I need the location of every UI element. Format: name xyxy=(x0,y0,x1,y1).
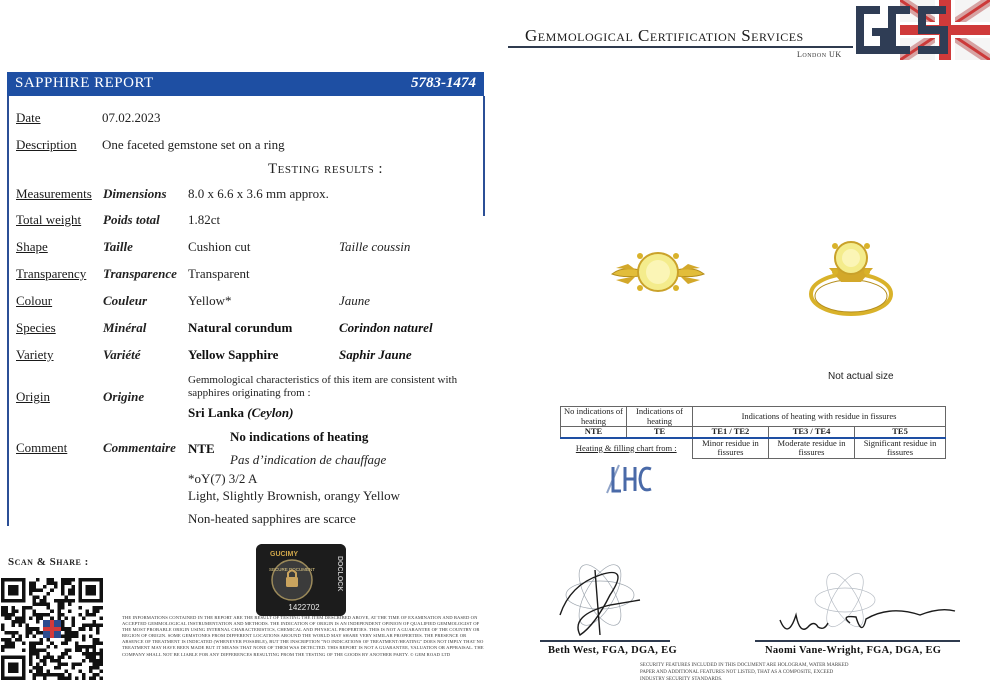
transparency-fr-label: Transparence xyxy=(103,266,177,281)
measurements-label: Measurements xyxy=(16,186,92,201)
species-fr-label: Minéral xyxy=(103,320,147,335)
comment-code: NTE xyxy=(188,441,215,456)
variety-label: Variety xyxy=(16,347,54,362)
species-value-fr: Corindon naturel xyxy=(339,320,433,335)
description-value: One faceted gemstone set on a ring xyxy=(102,137,285,152)
shape-value: Cushion cut xyxy=(188,239,251,254)
signature-1-rule xyxy=(540,640,670,642)
chart-source-label: Heating & filling chart from : xyxy=(575,442,677,453)
header-rule xyxy=(508,46,853,48)
transparency-value: Transparent xyxy=(188,266,250,281)
seal-caption: SECURE DOCUMENT xyxy=(268,567,316,572)
scarcity-note: Non-heated sapphires are scarce xyxy=(188,511,356,526)
seal-side-text: DOCLOCK xyxy=(336,556,343,592)
description-label: Description xyxy=(16,137,77,152)
colour-label: Colour xyxy=(16,293,53,308)
measurements-fr-label: Dimensions xyxy=(103,186,167,201)
signer-1-name: Beth West, FGA, DGA, EG xyxy=(548,645,677,656)
security-hologram-seal xyxy=(256,544,346,616)
shape-label: Shape xyxy=(16,239,48,254)
transparency-label: Transparency xyxy=(16,266,87,281)
col-indications-header: Indications of heating xyxy=(627,407,693,427)
species-label: Species xyxy=(16,320,56,335)
disclaimer-text: THE INFORMATIONS CONTAINED IN THE REPORT ARE THE RESULT OF TESTING THE ITEM DESCRIBED ABOVE, AT THE TIME OF EXAMINATION AND BASED ON ACCEPTED GEMMOLOGICAL INSTRUMENTATION AND METHODS. THE INDICATION OF ORIGIN IS AN INDEPENDENT OPINION OF QUALIFIED GEMMOLOGIST OF THE MOST PROBABLE ORIGIN USING INTERNAL CHARACTERISTICS, CHEMICAL AND PHYSICAL PROPERTIES. THIS IS NOT A GUARANTEE OF THE COUNTRY OR REGION OF ORIGIN. SOME GEMSTONES FROM DIFFERENT LOCATIONS AROUND THE WORLD MAY SHARE VERY SIMILAR PROPERTIES. THE PRESENCE OR ABSENCE OF TREATMENT IS INDICATED (WHENEVER POSSIBLE), BUT THE INSCRIPTION "NO INDICATIONS OF TREATMENT/HEATING" DOES NOT IMPLY THAT NO TREATMENT MAY HAVE BEEN MADE BUT IT MEANS THAT NONE OF THEM WAS DETECTED. THIS REPORT IS NOT A GUARANTEE, VALUATION OR APPRAISAL. THE COMPANY SHALL NOT BE LIABLE FOR ANY DIFFERENCES RESULTING FROM THE TESTING OF THE GOODS BY ANOTHER PARTY. © GEM ROAD LTD xyxy=(122,615,484,657)
variety-value: Yellow Sapphire xyxy=(188,347,279,362)
right-border xyxy=(483,96,485,216)
left-border xyxy=(7,96,9,526)
code-te: TE xyxy=(627,427,693,438)
weight-label: Total weight xyxy=(16,212,82,227)
seal-number: 1422702 xyxy=(288,603,320,612)
code-te3-te4: TE3 / TE4 xyxy=(768,427,854,438)
signature-1-icon xyxy=(540,555,650,645)
group-residue-header: Indications of heating with residue in fissures xyxy=(693,407,946,427)
scan-share-label: Scan & Share : xyxy=(8,556,89,568)
variety-value-fr: Saphir Jaune xyxy=(339,347,412,362)
colour-code: *oY(7) 3/2 A xyxy=(188,471,258,486)
shape-fr-label: Taille xyxy=(103,239,133,254)
ring-angle-image xyxy=(805,238,895,318)
colour-value: Yellow* xyxy=(188,293,232,308)
origin-label: Origin xyxy=(16,389,50,404)
origin-note-line2: sapphires originating from : xyxy=(188,387,311,399)
origin-fr-label: Origine xyxy=(103,389,145,404)
origin-country: Sri Lanka xyxy=(188,405,244,420)
heating-indication-table xyxy=(560,406,946,459)
comment-fr-label: Commentaire xyxy=(103,440,176,455)
colour-value-fr: Jaune xyxy=(339,293,371,308)
gcs-logo-icon xyxy=(850,0,990,60)
residue-significant: Significant residue in fissures xyxy=(855,438,946,459)
date-label: Date xyxy=(16,110,41,125)
code-nte: NTE xyxy=(561,427,627,438)
comment-text: No indications of heating xyxy=(230,429,369,444)
code-te1-te2: TE1 / TE2 xyxy=(693,427,769,438)
comment-text-fr: Pas d’indication de chauffage xyxy=(230,452,387,467)
ring-front-image xyxy=(610,248,706,294)
date-value: 07.02.2023 xyxy=(102,110,161,125)
weight-value: 1.82ct xyxy=(188,212,221,227)
weight-fr-label: Poids total xyxy=(103,212,160,227)
testing-results-heading: Testing results : xyxy=(268,161,384,177)
species-value: Natural corundum xyxy=(188,320,293,335)
residue-moderate: Moderate residue in fissures xyxy=(768,438,854,459)
residue-minor: Minor residue in fissures xyxy=(693,438,769,459)
company-location: London UK xyxy=(797,50,842,59)
company-name: Gemmological Certification Services xyxy=(525,26,804,45)
code-te5: TE5 xyxy=(855,427,946,438)
col-no-indications-header: No indications of heating xyxy=(561,407,627,427)
qr-code-icon[interactable] xyxy=(1,577,103,681)
signature-2-icon xyxy=(770,565,960,645)
report-title: SAPPHIRE REPORT xyxy=(15,75,154,91)
not-actual-size-note: Not actual size xyxy=(828,371,894,382)
shape-value-fr: Taille coussin xyxy=(339,239,411,254)
variety-fr-label: Variété xyxy=(103,347,141,362)
origin-value xyxy=(188,405,293,421)
seal-brand: GUCIMY xyxy=(270,551,298,558)
lhc-logo-icon xyxy=(605,463,653,495)
colour-description: Light, Slightly Brownish, orangy Yellow xyxy=(188,488,400,503)
report-banner xyxy=(7,72,484,96)
report-number: 5783-1474 xyxy=(411,75,476,91)
origin-country-alt: (Ceylon) xyxy=(247,405,294,420)
signer-2-name: Naomi Vane-Wright, FGA, DGA, EG xyxy=(765,645,942,656)
colour-fr-label: Couleur xyxy=(103,293,148,308)
measurements-value: 8.0 x 6.6 x 3.6 mm approx. xyxy=(188,186,329,201)
origin-note-line1: Gemmological characteristics of this item are consistent with xyxy=(188,374,458,386)
security-features-note: SECURITY FEATURES INCLUDED IN THIS DOCUMENT ARE HOLOGRAM, WATER MARKED PAPER AND ADDITIONAL FEATURES NOT LISTED, THAT AS A COMPOSITE, EXCEED INDUSTRY SECURITY STANDARDS. xyxy=(640,663,849,682)
signature-2-rule xyxy=(755,640,960,642)
comment-label: Comment xyxy=(16,440,68,455)
